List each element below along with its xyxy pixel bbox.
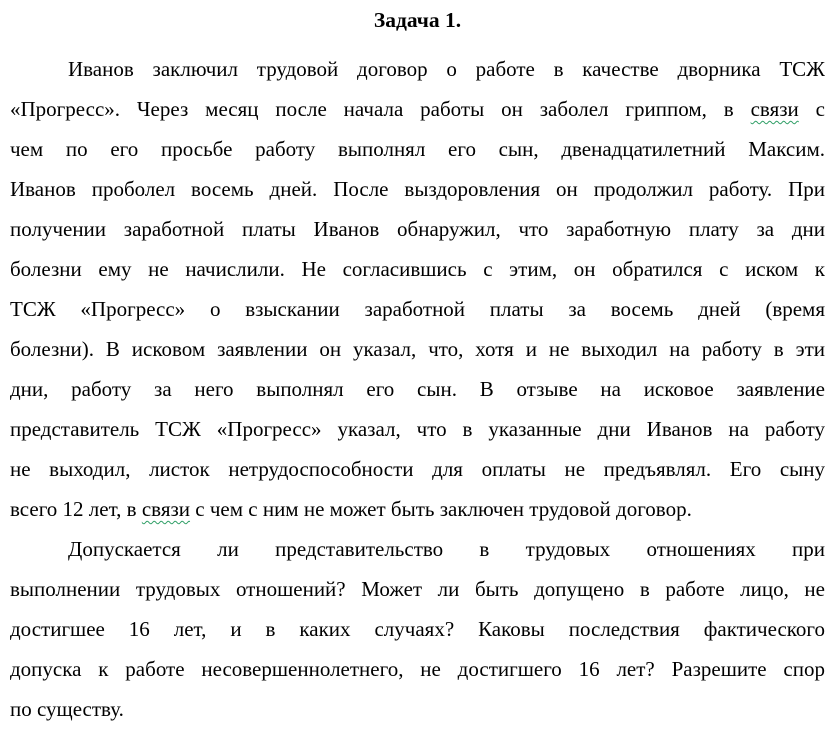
text-line — [10, 89, 825, 129]
paragraph — [10, 529, 825, 729]
text-line — [10, 529, 825, 569]
text-segment: чем по его просьбе работу выполнял его сын, двенадцатилетний Максим. — [10, 137, 825, 161]
text-segment: не выходил, листок нетрудоспособности для оплаты не предъявлял. Его сыну — [10, 457, 825, 481]
text-segment: Иванов заключил трудовой договор о работе в качестве дворника ТСЖ — [68, 57, 825, 81]
text-line — [10, 209, 825, 249]
text-line — [10, 449, 825, 489]
text-segment: выполнении трудовых отношений? Может ли быть допущено в работе лицо, не — [10, 577, 825, 601]
text-segment: дни, работу за него выполнял его сын. В отзыве на исковое заявление — [10, 377, 825, 401]
text-segment: получении заработной платы Иванов обнаружил, что заработную плату за дни — [10, 217, 825, 241]
text-line — [10, 249, 825, 289]
text-line — [10, 129, 825, 169]
text-segment: ТСЖ «Прогресс» о взыскании заработной платы за восемь дней (время — [10, 297, 825, 321]
text-segment: с — [798, 97, 825, 121]
text-line — [10, 329, 825, 369]
text-line — [10, 609, 825, 649]
text-line — [10, 49, 825, 89]
text-line — [10, 169, 825, 209]
text-line — [10, 409, 825, 449]
paragraph — [10, 49, 825, 529]
page-title: Задача 1. — [373, 8, 462, 32]
text-segment: достигшее 16 лет, и в каких случаях? Каковы последствия фактического — [10, 617, 825, 641]
text-line — [10, 569, 825, 609]
text-segment: болезни ему не начислили. Не согласившись с этим, он обратился с иском к — [10, 257, 825, 281]
spellcheck-word: связи — [750, 97, 799, 121]
text-segment: по существу. — [10, 697, 124, 721]
text-line — [10, 489, 825, 529]
text-segment: Допускается ли представительство в трудовых отношениях при — [68, 537, 825, 561]
text-segment: «Прогресс». Через месяц после начала работы он заболел гриппом, в — [10, 97, 751, 121]
text-segment: допуска к работе несовершеннолетнего, не достигшего 16 лет? Разрешите спор — [10, 657, 825, 681]
text-segment: болезни). В исковом заявлении он указал, что, хотя и не выходил на работу в эти — [10, 337, 825, 361]
text-segment: с чем с ним не может быть заключен трудовой договор. — [190, 497, 692, 521]
text-segment: всего 12 лет, в — [10, 497, 142, 521]
text-line — [10, 649, 825, 689]
text-line — [10, 369, 825, 409]
text-segment: представитель ТСЖ «Прогресс» указал, что в указанные дни Иванов на работу — [10, 417, 825, 441]
spellcheck-word: связи — [141, 497, 191, 521]
text-segment: Иванов проболел восемь дней. После выздоровления он продолжил работу. При — [10, 177, 825, 201]
text-line — [10, 689, 825, 729]
document-body[interactable] — [10, 49, 825, 729]
text-line — [10, 289, 825, 329]
